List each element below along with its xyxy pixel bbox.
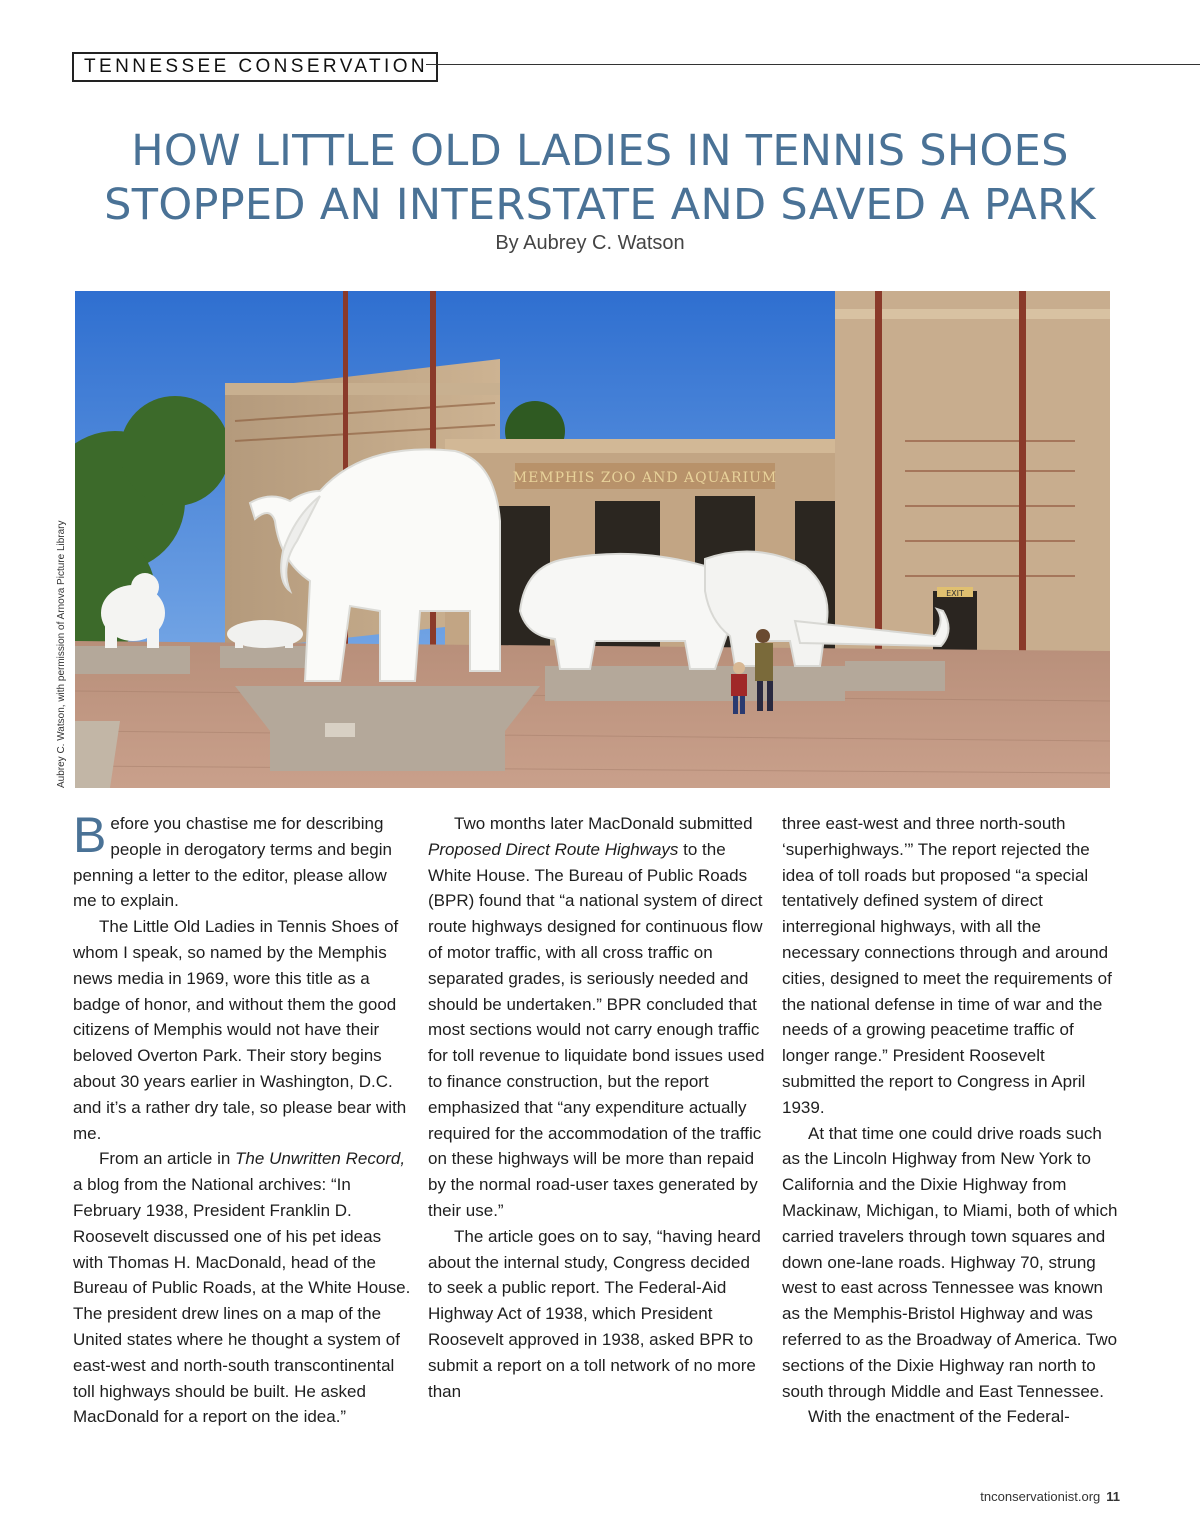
paragraph <box>428 811 766 1224</box>
byline: By Aubrey C. Watson <box>495 232 685 254</box>
paragraph <box>73 1146 411 1430</box>
section-masthead: TENNESSEE CONSERVATION <box>72 52 438 82</box>
page-number: 11 <box>1106 1489 1120 1504</box>
footer-site: tnconservationist.org <box>980 1489 1101 1504</box>
paragraph-text: Two months later MacDonald submitted <box>454 814 753 833</box>
zoo-entrance-photo <box>75 291 1110 788</box>
masthead-rule <box>426 64 1200 65</box>
paragraph-text: From an article in <box>99 1149 236 1169</box>
article-column-2 <box>428 811 766 1404</box>
paragraph-text: efore you chastise me for describing people in derogatory terms and begin penning a letter to the editor, please allow me to explain. <box>73 814 392 911</box>
page-footer <box>960 1489 1120 1504</box>
article-column-3 <box>782 811 1120 1430</box>
publication-title: The Unwritten Record, <box>235 1149 406 1169</box>
article-title <box>0 124 1200 232</box>
drop-cap: B <box>73 807 107 863</box>
title-line-2: STOPPED AN INTERSTATE AND SAVED A PARK <box>104 180 1096 230</box>
exit-sign-text: EXIT <box>946 589 964 598</box>
paragraph: At that time one could drive roads such as the Lincoln Highway from New York to California and the Dixie Highway from Mackinaw, Michigan, to Miami, both of which carried travelers through town squares and down one-lane roads. Highway 70, strung west to east across Tennessee was known as the Memphis-Bristol Highway and was referred to as the Broadway of America. Two sections of the Dixie Highway ran north to south through Middle and East Tennessee. <box>782 1123 1118 1401</box>
report-title: Proposed Direct Route Highways <box>428 839 679 859</box>
paragraph: The article goes on to say, “having heard about the internal study, Congress decided to seek a public report. The Federal-Aid Highway Act of 1938, which President Roosevelt approved in 1938, asked BPR to submit a report on a toll network of no more than <box>428 1226 761 1401</box>
paragraph: The Little Old Ladies in Tennis Shoes of whom I speak, so named by the Memphis news media in 1969, wore this title as a badge of honor, and without them the good citizens of Memphis would not have their beloved Overton Park. Their story begins about 30 years earlier in Washington, D.C. and it’s a rather dry tale, so please bear with me. <box>73 917 407 1143</box>
article-column-1 <box>73 807 411 1430</box>
zoo-sign-text: MEMPHIS ZOO AND AQUARIUM <box>512 470 778 486</box>
paragraph-text: a blog from the National archives: “In February 1938, President Franklin D. Roosevelt discussed one of his pet ideas with Thomas H. MacDonald, head of the Bureau of Public Roads, at the White House. The president drew lines on a map of the United states where he thought a system of east-west and north-south transcontinental toll highways should be built. He asked MacDonald for a report on the idea.” <box>73 1175 411 1427</box>
paragraph: With the enactment of the Federal- <box>808 1407 1070 1427</box>
paragraph <box>73 807 411 914</box>
title-line-1: HOW LITTLE OLD LADIES IN TENNIS SHOES <box>131 126 1069 176</box>
paragraph-text: to the White House. The Bureau of Public Roads (BPR) found that “a national system of direct route highways designed for continuous flow of motor traffic, with all cross traffic on separated grades, is seriously needed and should be undertaken.” BPR concluded that most sections would not carry enough traffic for toll revenue to liquidate bond issues used to finance construction, but the report emphasized that “any expenditure actually required for the accommodation of the traffic on these highways will be more than repaid by the normal road-user taxes generated by their use.” <box>428 839 765 1220</box>
paragraph: three east-west and three north-south ‘superhighways.’” The report rejected the idea of toll roads but proposed “a special tentatively defined system of direct interregional highways, with all the necessary connections through and around cities, designed to meet the requirements of the national defense in time of war and the needs of a growing peacetime traffic of longer range.” President Roosevelt submitted the report to Congress in April 1939. <box>782 814 1112 1117</box>
photo-credit: Aubrey C. Watson, with permission of Arnova Picture Library <box>56 520 67 788</box>
